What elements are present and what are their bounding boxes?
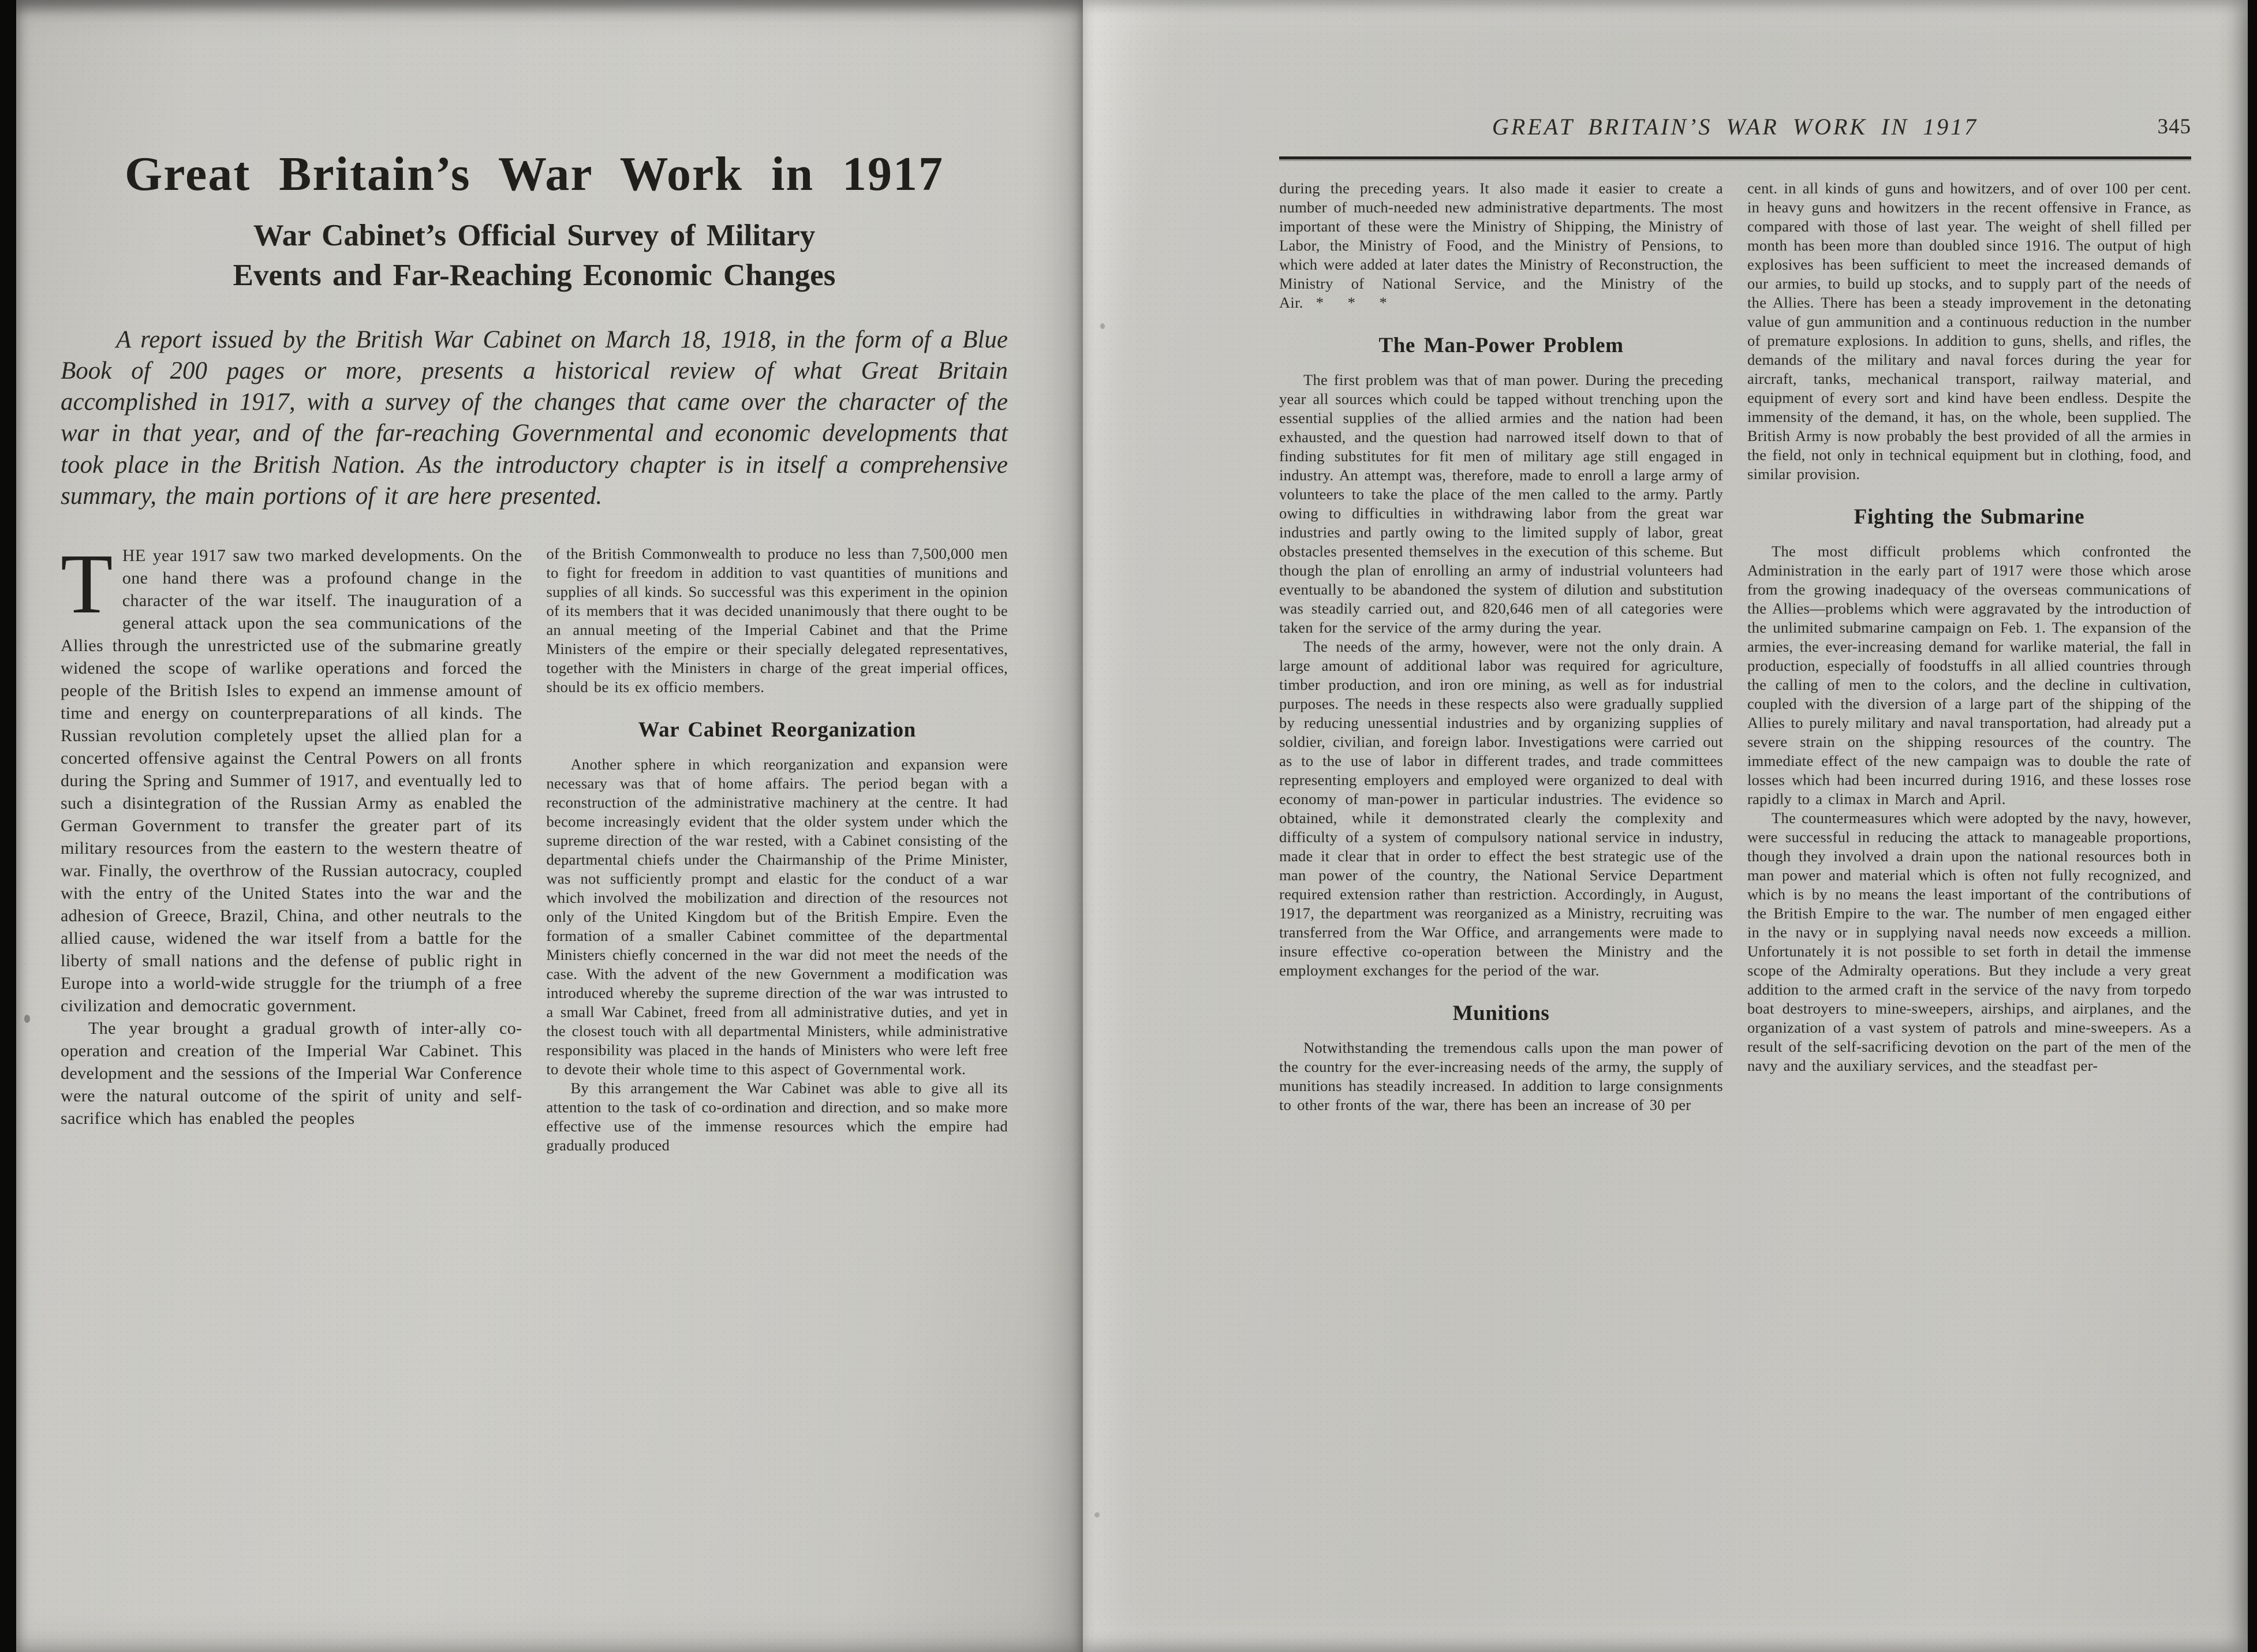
paragraph-text: during the preceding years. It also made it easier to create a number of much-needed new administrative departments. The most important of these were the Ministry of Shipping, the Ministry of Labor, the Ministry of Food, and the Ministry of Pensions, to which were added at later dates the Ministry of Reconstruction, the Ministry of National Service, and the Ministry of the Air. bbox=[1279, 180, 1723, 311]
asterisk-divider: * * * bbox=[1316, 294, 1396, 311]
subtitle-line-2: Events and Far-Reaching Economic Changes bbox=[233, 259, 836, 293]
body-paragraph: The needs of the army, however, were not the only drain. A large amount of additional labor was required for agriculture, timber production, and iron ore mining, as well as for industrial purposes. The needs in these respects also were gradually supplied by reducing unessential industries and by organizing supplies of soldier, civilian, and foreign labor. Investigations were carried out as to the use of labor in different trades, and trade committees representing employers and employed were organized to deal with economy of man-power in particular industries. The evidence so obtained, while it demonstrated clearly the complexity and difficulty of a system of compulsory national service in industry, made it clear that in order to effect the best strategic use of the man power of the country, the National Service Department required extension rather than restriction. Accordingly, in August, 1917, the department was reorganized as a Ministry, recruiting was transferred from the War Office, and arrangements were made to insure effective co-operation between the Ministry and the employment exchanges for the period of the war. bbox=[1279, 638, 1723, 979]
scan-speck bbox=[24, 1015, 30, 1023]
body-paragraph: cent. in all kinds of guns and howitzers, and of over 100 per cent. in heavy guns and howitzers in the recent offensive in France, as compared with those of last year. The weight of shell filled per month has been more than doubled since 1916. The output of high explosives has been sufficient to meet the increased demands of our armies, to build up stocks, and to supply part of the needs of the Allies. There has been a steady improvement in the detonating value of gun ammunition and a continuous reduction in the number of premature explosions. In addition to guns, shells, and rifles, the demands of the military and naval forces during the year for aircraft, tanks, mechanical transport, railway material, and equipment of every sort and kind have been endless. Despite the immensity of the demand, it has, on the whole, been supplied. The British Army is now probably the best provided of all the armies in the field, not only in technical equipment but in clothing, food, and similar provision. bbox=[1747, 180, 2191, 483]
body-paragraph: The year brought a gradual growth of inter-ally co-operation and creation of the Imperial War Cabinet. This development and the sessions of the Imperial War Conference were the natural outcome of the spirit of unity and self-sacrifice which has enabled the peoples bbox=[61, 1019, 522, 1128]
running-header bbox=[1279, 113, 2191, 140]
left-column-1 bbox=[61, 537, 522, 1155]
running-header-title: GREAT BRITAIN’S WAR WORK IN 1917 bbox=[1492, 114, 1979, 140]
right-page-columns bbox=[1279, 179, 2191, 1115]
body-paragraph: The first problem was that of man power. During the preceding year all sources which could be tapped without trenching upon the essential supplies of the allied armies and the nation had been exhausted, and the question had narrowed itself down to that of finding substitutes for fit men of military age still engaged in industry. An attempt was, therefore, made to enroll a large army of volunteers to take the place of the men called to the army. Partly owing to difficulties in withdrawing labor from the great war industries and partly owing to the limited supply of labor, great obstacles presented themselves in the execution of this scheme. But though the plan of enrolling an army of industrial volunteers had eventually to be abandoned the system of dilution and substitution was steadily carried out, and 820,646 men of all categories were taken for the service of the army during the year. bbox=[1279, 371, 1723, 636]
paragraph-text: HE year 1917 saw two marked developments. On the one hand there was a profound change in the character of the war itself. The inauguration of a general attack upon the sea communications of the Allies through the unrestricted use of the submarine greatly widened the scope of warlike operations and forced the people of the British Isles to expend an immense amount of time and energy on counterpreparations of all kinds. The Russian revolution completely upset the allied plan for a concerted offensive against the Central Powers on all fronts during the Spring and Summer of 1917, and eventually led to such a disintegration of the Russian Army as enabled the German Government to transfer the greater part of its military resources from the eastern to the western theatre of war. Finally, the overthrow of the Russian autocracy, coupled with the entry of the United States into the war and the adhesion of Greece, Brazil, China, and other neutrals to the allied cause, widened the war itself from a battle for the liberty of small nations and the defense of public right in Europe into a world-wide struggle for the triumph of a free civilization and democratic government. bbox=[61, 546, 522, 1015]
header-rule bbox=[1279, 156, 2191, 159]
left-column-2 bbox=[547, 544, 1008, 1155]
body-paragraph: By this arrangement the War Cabinet was able to give all its attention to the task of co-ordination and direction, and so make more effective use of the immense resources which the empire had gradually produced bbox=[546, 1079, 1008, 1154]
left-page-content bbox=[16, 149, 1083, 1155]
lede-paragraph: A report issued by the British War Cabinet on March 18, 1918, in the form of a Blue Book of 200 pages or more, presents a historical review of what Great Britain accomplished in 1917, with a survey of the changes that came over the character of the war in that year, and of the far-reaching Governmental and economic developments that took place in the British Nation. As the introductory chapter is in itself a comprehensive summary, the main portions of it are here presented. bbox=[61, 326, 1008, 510]
body-paragraph: The countermeasures which were adopted by the navy, however, were successful in reducing the attack to manageable proportions, though they involved a drain upon the national resources both in man power and material which is often not fully recognized, and which is by no means the least important of the contributions of the British Empire to the war. The number of men engaged either in the navy or in supplying naval needs now exceeds a million. Unfortunately it is not possible to set forth in detail the immense scope of the Admiralty operations. But they include a very great addition to the armed craft in the service of the navy from torpedo boat destroyers to mine-sweepers, airships, and airplanes, and the organization of a vast system of patrols and mine-sweepers. As a result of the self-sacrificing devotion on the part of the men of the navy and the auxiliary services, and the steadfast per- bbox=[1747, 809, 2191, 1074]
body-paragraph: of the British Commonwealth to produce no less than 7,500,000 men to fight for freedom in addition to vast quantities of munitions and supplies of all kinds. So successful was this experiment in the opinion of its members that it was decided unanimously that there ought to be an annual meeting of the Imperial Cabinet and that the Prime Ministers of the empire or their specially delegated representatives, together with the Ministers in charge of the great imperial offices, should be its ex officio members. bbox=[546, 545, 1008, 696]
article-subtitle bbox=[61, 216, 1008, 296]
body-paragraph: The most difficult problems which confronted the Administration in the early part of 1917 were those which arose from the growing inadequacy of the overseas communications of the Allies—problems which were aggravated by the introduction of the unlimited submarine campaign on Feb. 1. The expansion of the armies, the ever-increasing demand for warlike material, the fall in production, especially of foodstuffs in all allied countries through the calling of men to the colors, and the decline in cultivation, coupled with the diversion of a large part of the shipping of the Allies to purely military and naval transportation, had already put a severe strain on the shipping resources of the country. The immediate effect of the new campaign was to double the rate of losses which had been incurred during 1916, and these losses rose rapidly to a climax in March and April. bbox=[1747, 543, 2191, 808]
heading-war-cabinet-reorganization: War Cabinet Reorganization bbox=[638, 718, 916, 742]
right-page-content bbox=[1083, 113, 2248, 1115]
scan-speck bbox=[1094, 1512, 1100, 1518]
subtitle-line-1: War Cabinet’s Official Survey of Military bbox=[253, 219, 816, 253]
page-number: 345 bbox=[2157, 115, 2191, 139]
heading-fighting-the-submarine: Fighting the Submarine bbox=[1854, 505, 2085, 529]
left-page-columns bbox=[61, 537, 1008, 1155]
right-column-2 bbox=[1747, 179, 2191, 1115]
right-page bbox=[1083, 0, 2248, 1652]
page-title: Great Britain’s War Work in 1917 bbox=[124, 147, 944, 201]
right-column-1 bbox=[1279, 179, 1723, 1115]
body-paragraph bbox=[1279, 179, 1723, 312]
body-paragraph: Notwithstanding the tremendous calls upon the man power of the country for the ever-increasing needs of the army, the supply of munitions has steadily increased. In addition to large consignments to other fronts of the war, there has been an increase of 30 per bbox=[1279, 1039, 1723, 1113]
left-page bbox=[16, 0, 1083, 1652]
scan-speck bbox=[1100, 323, 1105, 329]
drop-cap: T bbox=[61, 537, 113, 631]
body-paragraph: Another sphere in which reorganization and expansion were necessary was that of home affairs. The period began with a reconstruction of the administrative machinery at the centre. It had become increasingly evident that the older system under which the supreme direction of the war rested, with a Cabinet consisting of the departmental chiefs under the Chairmanship of the Prime Minister, was not sufficiently prompt and elastic for the conduct of a war which involved the mobilization and direction of the resources not only of the United Kingdom but of the British Empire. Even the formation of a smaller Cabinet committee of the departmental Ministers chiefly concerned in the war did not meet the needs of the case. With the advent of the new Government a modification was introduced whereby the supreme direction of the war was intrusted to a small War Cabinet, freed from all administrative duties, and yet in the closest touch with all departmental Ministers, while administrative responsibility was placed in the hands of Ministers who were left free to devote their whole time to this aspect of Governmental work. bbox=[546, 756, 1008, 1078]
heading-man-power-problem: The Man-Power Problem bbox=[1378, 334, 1624, 357]
heading-munitions: Munitions bbox=[1452, 1001, 1550, 1025]
body-paragraph bbox=[61, 537, 522, 1017]
